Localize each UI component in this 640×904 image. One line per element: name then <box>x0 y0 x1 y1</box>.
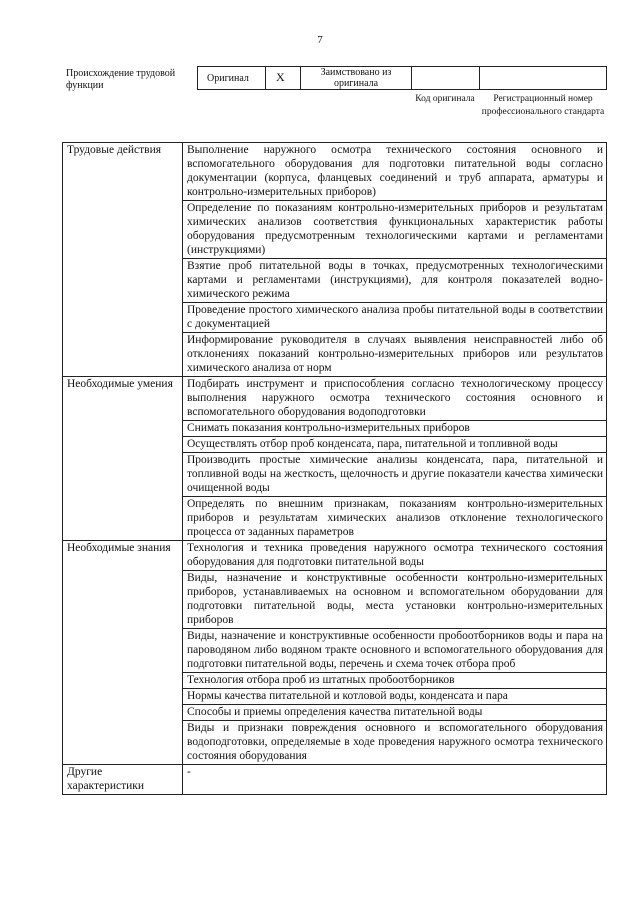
origin-code-cell <box>411 66 480 90</box>
table-cell: Виды, назначение и конструктивные особенности контрольно-измерительных приборов, устанавливаемых на основном и вспомогательном оборудовании для подготовки питательной воды, места установки контрольно-измерительных приборов <box>183 571 607 629</box>
table-cell: - <box>183 765 607 795</box>
table-cell: Информирование руководителя в случаях выявления неисправностей либо об отклонениях показаний контрольно-измерительных приборов или результатов химического анализа от норм <box>183 333 607 377</box>
table-cell: Способы и приемы определения качества питательной воды <box>183 705 607 721</box>
table-cell: Производить простые химические анализы конденсата, пара, питательной и топливной воды на жесткость, щелочность и другие показатели качества химически очищенной воды <box>183 453 607 497</box>
table-cell: Определение по показаниям контрольно-измерительных приборов и результатам химических анализов соответствия функциональных характеристик работы оборудования предусмотренным технологическими картами и регламентами (инструкциями) <box>183 201 607 259</box>
table-cell: Проведение простого химического анализа пробы питательной воды в соответствии с документацией <box>183 303 607 333</box>
functions-table <box>62 142 607 795</box>
registration-number-label: Регистрационный номер профессионального стандарта <box>481 94 605 117</box>
table-row <box>63 765 607 795</box>
table-cell: Виды и признаки повреждения основного и вспомогательного оборудования водоподготовки, определяемые в ходе проведения наружного осмотра технического состояния оборудования <box>183 721 607 765</box>
table-cell: Технология отбора проб из штатных пробоотборников <box>183 673 607 689</box>
table-cell: Технология и техника проведения наружного осмотра технического состояния оборудования для подготовки питательной воды <box>183 541 607 571</box>
origin-original-label: Оригинал <box>207 73 249 84</box>
section-label: Необходимые умения <box>63 377 183 541</box>
table-cell: Выполнение наружного осмотра технического состояния основного и вспомогательного оборудования для подготовки питательной воды согласно документации (корпуса, фланцевых соединений и труб аппарата, арматуры и контрольно-измерительных приборов) <box>183 143 607 201</box>
code-original-label: Код оригинала <box>415 94 475 104</box>
page-number: 7 <box>317 34 323 46</box>
section-label: Необходимые знания <box>63 541 183 765</box>
table-cell: Нормы качества питательной и котловой воды, конденсата и пара <box>183 689 607 705</box>
section-label: Трудовые действия <box>63 143 183 377</box>
section-label: Другие характеристики <box>63 765 183 795</box>
origin-label: Происхождение трудовой функции <box>66 68 176 91</box>
table-cell: Виды, назначение и конструктивные особенности пробоотборников воды и пара на пароводяном либо водяном тракте основного и вспомогательного оборудования для подготовки питательной воды, перечень и схема точек отбора проб <box>183 629 607 673</box>
table-row <box>63 377 607 421</box>
table-cell: Подбирать инструмент и приспособления согласно технологическому процессу выполнения наружного осмотра технического состояния основного и вспомогательного оборудования водоподготовки <box>183 377 607 421</box>
origin-mark: X <box>276 70 285 84</box>
origin-borrowed-label: Заимствовано из оригинала <box>320 67 392 89</box>
table-row <box>63 143 607 201</box>
table-row <box>63 541 607 571</box>
table-cell: Определять по внешним признакам, показаниям контрольно-измерительных приборов и результатам химических анализов отклонение технологического процесса от заданных параметров <box>183 497 607 541</box>
table-cell: Взятие проб питательной воды в точках, предусмотренных технологическими картами и регламентами (инструкциями), для контроля показателей водно-химического режима <box>183 259 607 303</box>
table-cell: Снимать показания контрольно-измерительных приборов <box>183 421 607 437</box>
table-cell: Осуществлять отбор проб конденсата, пара, питательной и топливной воды <box>183 437 607 453</box>
